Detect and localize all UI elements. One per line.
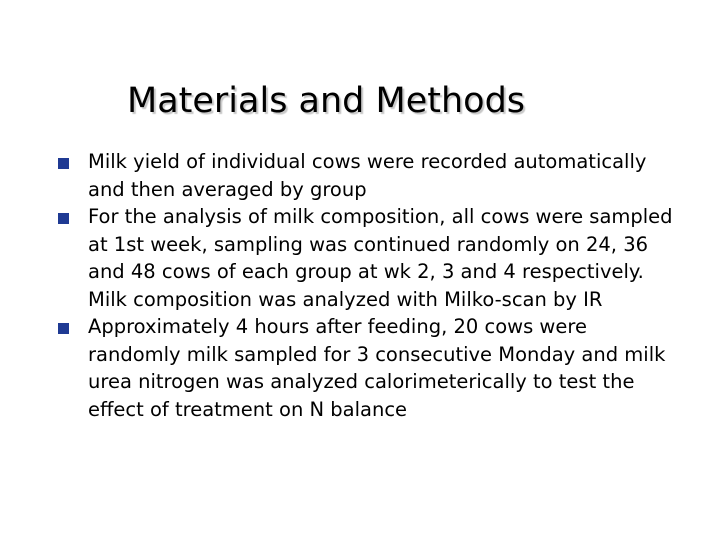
bullet-text: Milk yield of individual cows were recorded automatically and then averaged by group [88, 150, 647, 201]
bullet-text: Approximately 4 hours after feeding, 20 cows were randomly milk sampled for 3 consecutive Monday and milk urea nitrogen was analyzed calorimeterically to test the effect of treatment on N balance [88, 315, 666, 421]
slide-title: Materials and Methods [127, 81, 526, 121]
bullet-item [58, 148, 678, 203]
square-bullet-icon [58, 158, 69, 169]
square-bullet-icon [58, 323, 69, 334]
bullet-item [58, 313, 678, 423]
bullet-item [58, 203, 678, 313]
square-bullet-icon [58, 213, 69, 224]
bullet-list [58, 148, 678, 423]
bullet-text: For the analysis of milk composition, all cows were sampled at 1st week, sampling was continued randomly on 24, 36 and 48 cows of each group at wk 2, 3 and 4 respectively. Milk composition was analyzed with Milko-scan by IR [88, 205, 673, 311]
